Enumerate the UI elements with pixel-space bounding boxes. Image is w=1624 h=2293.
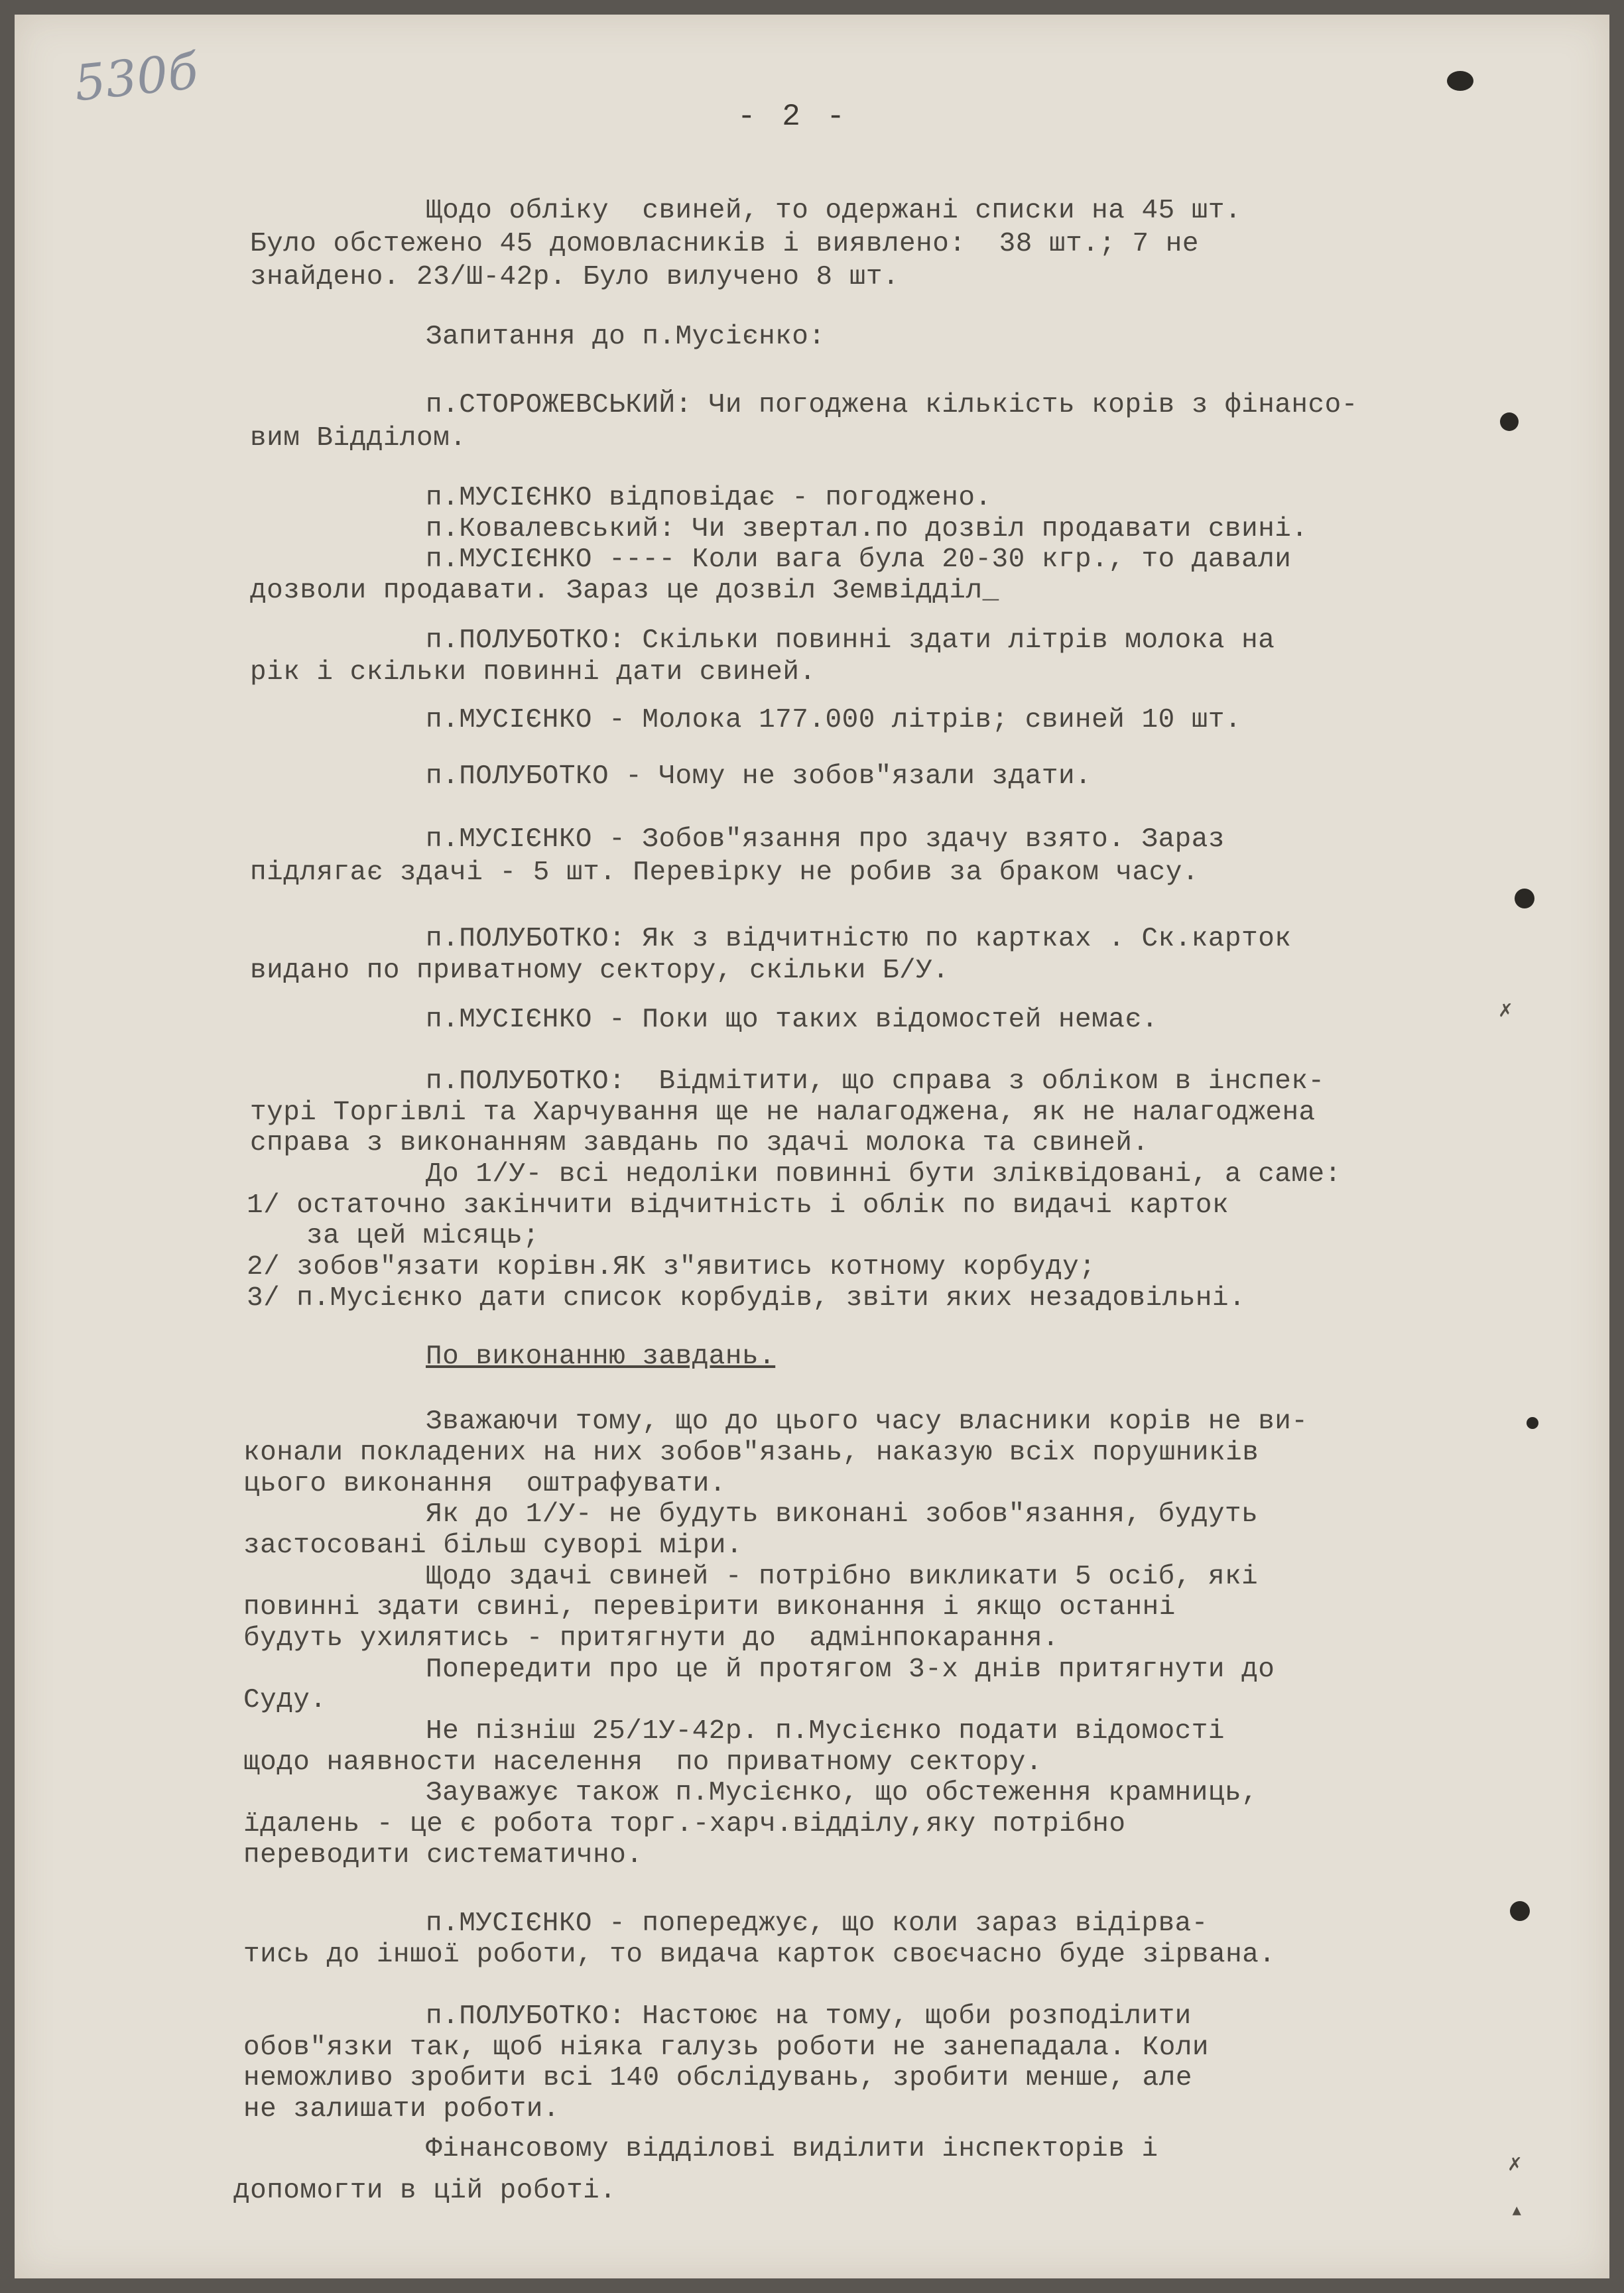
text-line: дозволи продавати. Зараз це дозвіл Земвідділ_ <box>250 576 999 606</box>
text-line: вим Відділом. <box>250 423 467 454</box>
text-line: п.МУСІЄНКО - Зобов"язання про здачу взято. Зараз <box>426 824 1225 855</box>
text-line: підлягає здачі - 5 шт. Перевірку не робив за браком часу. <box>250 857 1199 888</box>
text-line: п.ПОЛУБОТКО: Відмітити, що справа з обліком в інспек- <box>426 1066 1325 1097</box>
text-line: обов"язки так, щоб ніяка галузь роботи не занепадала. Коли <box>243 2032 1210 2063</box>
document-page <box>15 15 1609 2278</box>
text-line: Суду. <box>243 1685 327 1715</box>
text-line: повинні здати свині, перевірити виконання і якщо останні <box>243 1592 1176 1623</box>
text-line: Фінансовому відділові виділити інспекторів і <box>426 2134 1158 2164</box>
text-line: знайдено. 23/Ш-42р. Було вилучено 8 шт. <box>250 262 900 292</box>
text-line: п.МУСІЄНКО ---- Коли вага була 20-30 кгр., то давали <box>426 544 1292 575</box>
text-line: Запитання до п.Мусієнко: <box>426 322 826 352</box>
text-line: п.МУСІЄНКО - попереджує, що коли зараз відірва- <box>426 1908 1208 1939</box>
text-line: Як до 1/У- не будуть виконані зобов"язання, будуть <box>426 1499 1259 1530</box>
text-line: їдалень - це є робота торг.-харч.відділу,яку потрібно <box>243 1809 1126 1839</box>
text-line: п.ПОЛУБОТКО: Як з відчитністю по картках . Ск.карток <box>426 924 1292 954</box>
ink-blot <box>1515 889 1534 908</box>
text-line: допомогти в цій роботі. <box>233 2176 617 2206</box>
text-line: справа з виконанням завдань по здачі молока та свиней. <box>250 1128 1149 1158</box>
section-heading: По виконанню завдань. <box>426 1341 776 1372</box>
text-line: переводити систематично. <box>243 1840 643 1871</box>
text-line: Не пізніш 25/1У-42р. п.Мусієнко подати відомості <box>426 1716 1225 1747</box>
ink-blot <box>1527 1417 1538 1429</box>
text-line: щодо наявности населення по приватному сектору. <box>243 1747 1042 1778</box>
text-line: застосовані більш суворі міри. <box>243 1530 743 1561</box>
text-line: 3/ п.Мусієнко дати список корбудів, звіти яких незадовільні. <box>247 1283 1246 1314</box>
text-line: п.МУСІЄНКО відповідає - погоджено. <box>426 483 992 513</box>
text-line: п.СТОРОЖЕВСЬКИЙ: Чи погоджена кількість корів з фінансо- <box>426 390 1358 420</box>
text-line: Щодо обліку свиней, то одержані списки на 45 шт. <box>426 196 1242 226</box>
ink-blot <box>1500 412 1519 431</box>
text-line: п.ПОЛУБОТКО: Скільки повинні здати літрів молока на <box>426 625 1275 656</box>
ink-blot <box>1510 1901 1530 1921</box>
text-line: неможливо зробити всі 140 обслідувань, зробити менше, але <box>243 2063 1192 2093</box>
text-line: будуть ухилятись - притягнути до адмінпокарання. <box>243 1623 1060 1654</box>
text-line: п.МУСІЄНКО - Поки що таких відомостей немає. <box>426 1005 1158 1035</box>
text-line: рік і скільки повинні дати свиней. <box>250 657 816 688</box>
text-line: Зауважує також п.Мусієнко, що обстеження крамниць, <box>426 1778 1259 1808</box>
text-line: Було обстежено 45 домовласників і виявлено: 38 шт.; 7 не <box>250 229 1199 259</box>
text-line: 2/ зобов"язати корівн.ЯК з"явитись котному корбуду; <box>247 1252 1096 1282</box>
text-line: Попередити про це й протягом 3-х днів притягнути до <box>426 1654 1275 1685</box>
text-line: видано по приватному сектору, скільки Б/У. <box>250 956 950 986</box>
text-line: Щодо здачі свиней - потрібно викликати 5 осіб, які <box>426 1562 1259 1592</box>
text-line: турі Торгівлі та Харчування ще не налагоджена, як не налагоджена <box>250 1097 1316 1128</box>
ink-blot <box>1447 71 1473 91</box>
page-number: - 2 - <box>737 99 849 134</box>
margin-mark: ✗ <box>1508 2152 1522 2178</box>
text-line: не залишати роботи. <box>243 2094 560 2125</box>
text-line: п.МУСІЄНКО - Молока 177.000 літрів; свиней 10 шт. <box>426 705 1242 735</box>
margin-mark: ▴ <box>1510 2199 1524 2224</box>
text-line: тись до іншої роботи, то видача карток своєчасно буде зірвана. <box>243 1940 1276 1970</box>
text-line: Зважаючи тому, що до цього часу власники корів не ви- <box>426 1406 1308 1437</box>
text-line: п.ПОЛУБОТКО - Чому не зобов"язали здати. <box>426 761 1092 792</box>
text-line: 1/ остаточно закінчити відчитність і облік по видачі карток <box>247 1190 1229 1221</box>
text-line: п.Ковалевський: Чи звертал.по дозвіл продавати свині. <box>426 514 1308 544</box>
text-line: До 1/У- всі недоліки повинні бути зліквідовані, а саме: <box>426 1159 1342 1190</box>
text-line: цього виконання оштрафувати. <box>243 1469 727 1499</box>
text-line: конали покладених на них зобов"язань, наказую всіх порушників <box>243 1438 1259 1468</box>
archive-number: 530б <box>72 42 201 113</box>
text-line: за цей місяць; <box>306 1221 540 1251</box>
text-line: п.ПОЛУБОТКО: Настоює на тому, щоби розподілити <box>426 2001 1192 2032</box>
margin-mark: ✗ <box>1499 999 1513 1024</box>
